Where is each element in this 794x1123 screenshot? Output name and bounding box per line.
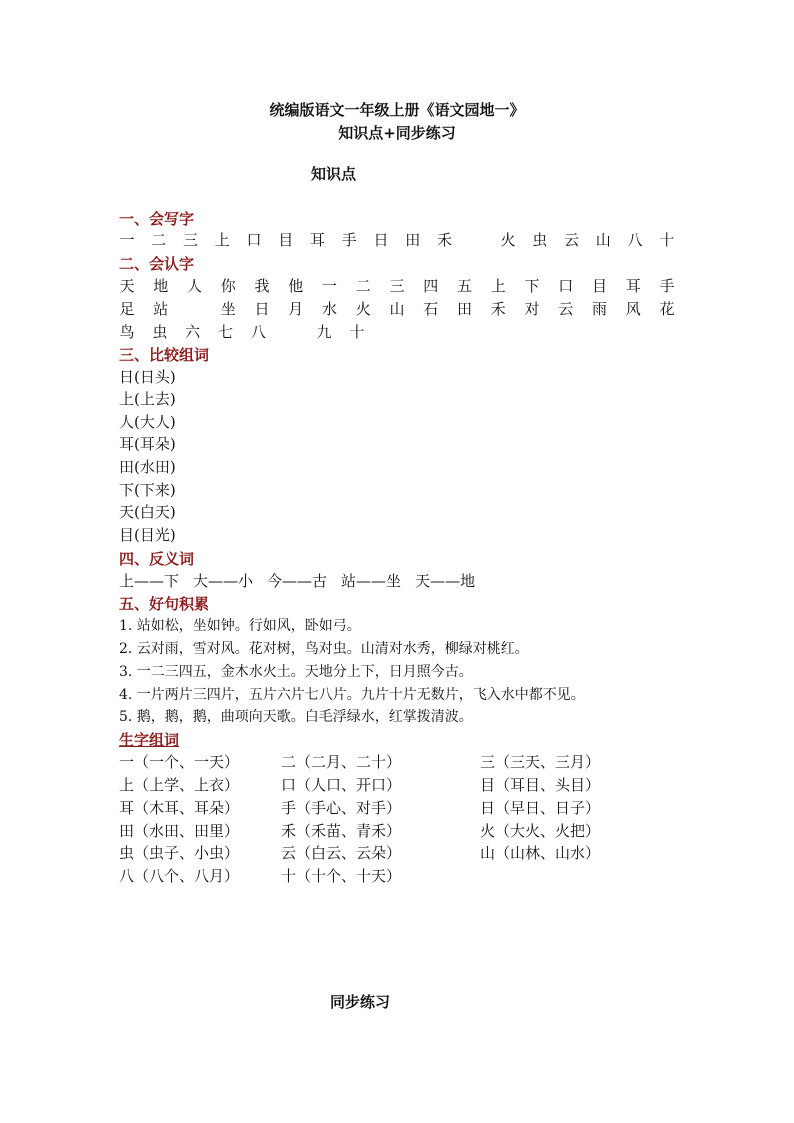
char: 火: [500, 231, 516, 249]
word-cell: 手（手心、对手）: [281, 799, 402, 817]
char: 一: [321, 277, 337, 295]
char: 足: [119, 300, 135, 318]
char: 站: [153, 300, 169, 318]
char: 六: [185, 323, 201, 341]
char: 九: [316, 323, 332, 341]
heading-recognize-chars: 二、会认字: [119, 255, 195, 273]
char: 上: [490, 277, 506, 295]
word-cell: 口（人口、开口）: [281, 776, 402, 794]
char: 日: [373, 231, 389, 249]
word-cell: 八（八个、八月）: [119, 867, 240, 885]
section-knowledge-title: 知识点: [311, 165, 357, 183]
section-practice-title: 同步练习: [330, 993, 391, 1011]
sentence-item: 4. 一片两片三四片，五片六片七八片。九片十片无数片，飞入水中都不见。: [119, 687, 585, 703]
compare-word-item: 天(白天): [119, 503, 176, 521]
char: 一: [119, 231, 135, 249]
char: 口: [246, 231, 262, 249]
char: 天: [119, 277, 135, 295]
char: 山: [389, 300, 405, 318]
char: 花: [659, 300, 675, 318]
char: 风: [625, 300, 641, 318]
char: 人: [186, 277, 202, 295]
compare-word-item: 目(目光): [119, 526, 176, 544]
char: 云: [558, 300, 574, 318]
char: 水: [321, 300, 337, 318]
char: 口: [558, 277, 574, 295]
char: 你: [220, 277, 236, 295]
char: 五: [456, 277, 472, 295]
word-cell: 山（山林、山水）: [480, 844, 601, 862]
word-cell: 云（白云、云朵）: [281, 844, 402, 862]
char: 二: [355, 277, 371, 295]
sentence-item: 5. 鹅，鹅，鹅，曲项向天歌。白毛浮绿水，红掌拨清波。: [119, 709, 473, 725]
compare-word-item: 下(下来): [119, 481, 176, 499]
char: 二: [151, 231, 167, 249]
word-cell: 日（早日、日子）: [480, 799, 601, 817]
word-cell: 耳（木耳、耳朵）: [119, 799, 240, 817]
char: 田: [405, 231, 421, 249]
compare-word-item: 人(大人): [119, 413, 176, 431]
antonym-pair: 今——古: [267, 572, 328, 590]
char: 月: [288, 300, 304, 318]
char: 山: [595, 231, 611, 249]
compare-word-item: 日(日头): [119, 368, 176, 386]
char: 八: [627, 231, 643, 249]
char: 地: [153, 277, 169, 295]
antonym-pair: 站——坐: [341, 572, 402, 590]
char: 禾: [490, 300, 506, 318]
write-chars-row: [119, 229, 675, 251]
char: 云: [563, 231, 579, 249]
word-cell: 上（上学、上衣）: [119, 776, 240, 794]
char: 虫: [532, 231, 548, 249]
char: 三: [389, 277, 405, 295]
char: 他: [288, 277, 304, 295]
char: 雨: [591, 300, 607, 318]
char: 手: [659, 277, 675, 295]
word-cell: 目（耳目、头目）: [480, 776, 601, 794]
recognize-chars-row-1: [119, 275, 675, 297]
char: 耳: [625, 277, 641, 295]
char: 上: [214, 231, 230, 249]
char: 坐: [220, 300, 236, 318]
char: 四: [423, 277, 439, 295]
heading-write-chars: 一、会写字: [119, 210, 195, 228]
word-cell: 火（大火、火把）: [480, 822, 601, 840]
char: 火: [355, 300, 371, 318]
recognize-chars-row-2: [119, 298, 675, 320]
doc-title-line2: 知识点+同步练习: [338, 124, 456, 142]
char: 鸟: [119, 323, 135, 341]
char: 七: [218, 323, 234, 341]
compare-word-item: 耳(耳朵): [119, 435, 176, 453]
char-gap: [187, 298, 203, 320]
char-gap: [468, 229, 484, 251]
char-gap: [283, 321, 299, 343]
char: 下: [524, 277, 540, 295]
sentence-item: 2. 云对雨，雪对风。花对树，鸟对虫。山清对水秀，柳绿对桃红。: [119, 641, 529, 657]
word-cell: 二（二月、二十）: [281, 753, 402, 771]
char: 十: [349, 323, 365, 341]
char: 对: [524, 300, 540, 318]
recognize-chars-row-3: [119, 321, 365, 343]
char: 八: [250, 323, 266, 341]
heading-good-sentences: 五、好句积累: [119, 595, 210, 613]
compare-word-item: 上(上去): [119, 390, 176, 408]
heading-antonyms: 四、反义词: [119, 550, 195, 568]
char: 日: [254, 300, 270, 318]
heading-compare-words: 三、比较组词: [119, 346, 210, 364]
word-cell: 禾（禾苗、青禾）: [281, 822, 402, 840]
char: 目: [591, 277, 607, 295]
word-cell: 虫（虫子、小虫）: [119, 844, 240, 862]
compare-word-item: 田(水田): [119, 458, 176, 476]
antonym-pair: 大——小: [193, 572, 254, 590]
antonym-row: [119, 570, 489, 592]
char: 虫: [152, 323, 168, 341]
word-cell: 十（十个、十天）: [281, 867, 402, 885]
char: 我: [254, 277, 270, 295]
sentence-item: 3. 一二三四五，金木水火土。天地分上下，日月照今古。: [119, 664, 473, 680]
heading-new-char-words: 生字组词: [119, 731, 180, 749]
char: 手: [341, 231, 357, 249]
char: 十: [659, 231, 675, 249]
doc-title-line1: 统编版语文一年级上册《语文园地一》: [269, 101, 525, 119]
char: 石: [423, 300, 439, 318]
char: 三: [182, 231, 198, 249]
char: 耳: [309, 231, 325, 249]
word-cell: 三（三天、三月）: [480, 753, 601, 771]
sentence-item: 1. 站如松，坐如钟。行如风，卧如弓。: [119, 618, 361, 634]
char: 田: [456, 300, 472, 318]
char: 禾: [436, 231, 452, 249]
antonym-pair: 上——下: [119, 572, 180, 590]
antonym-pair: 天——地: [415, 572, 476, 590]
word-cell: 一（一个、一天）: [119, 753, 240, 771]
word-cell: 田（水田、田里）: [119, 822, 240, 840]
char: 目: [278, 231, 294, 249]
